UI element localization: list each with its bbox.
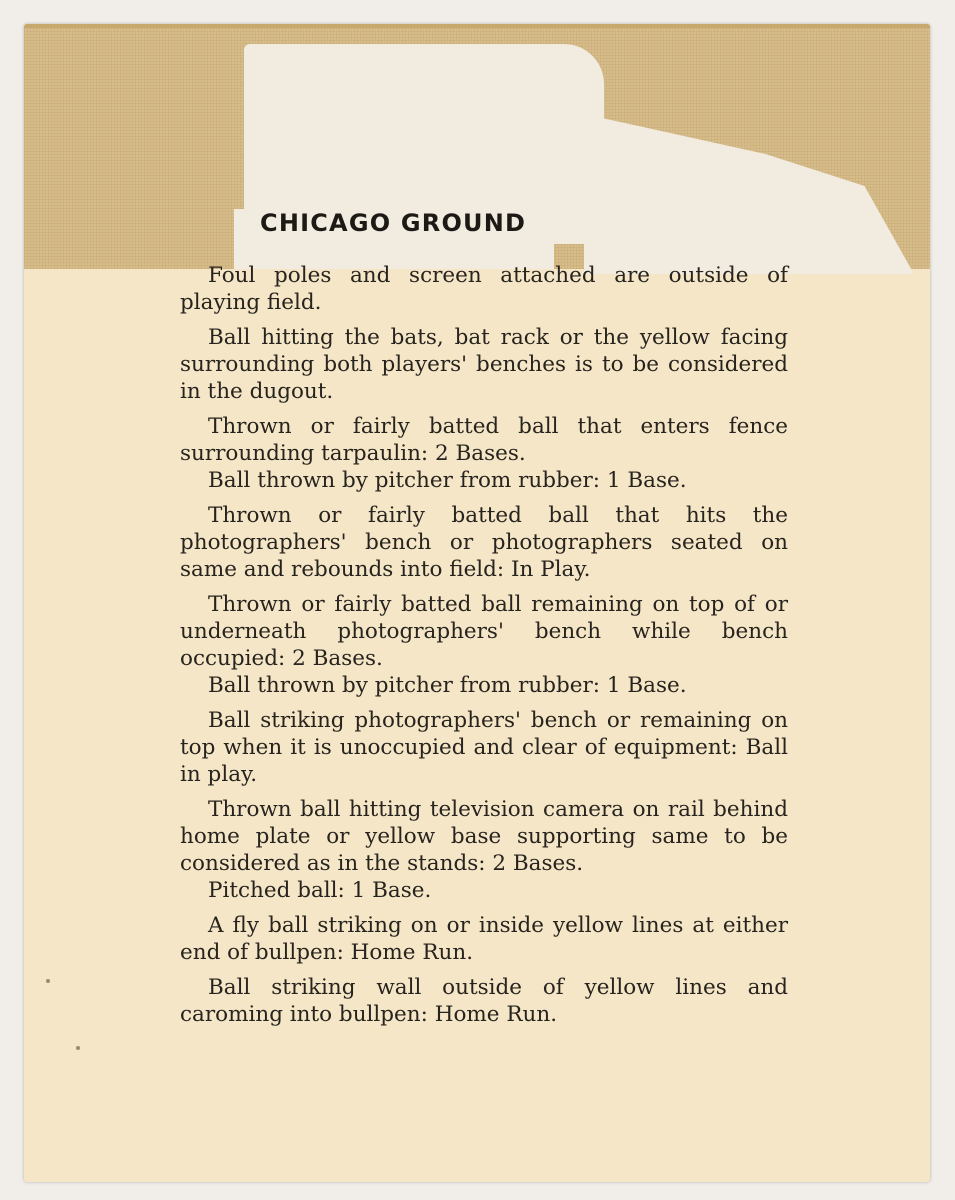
rule-paragraph: Thrown ball hitting television camera on rail behind home plate or yellow base supporting same to be considered as in the stands: 2 Bases. xyxy=(180,797,788,876)
rule-paragraph: A fly ball striking on or inside yellow lines at either end of bullpen: Home Run. xyxy=(180,913,788,965)
rule-paragraph: Thrown or fairly batted ball that hits the photographers' bench or photographers seated on same and rebounds into field: In Play. xyxy=(180,503,788,582)
paper-spot xyxy=(46,979,50,983)
paper-spot xyxy=(76,1046,80,1050)
rule-paragraph: Ball striking photographers' bench or remaining on top when it is unoccupied and clear of equipment: Ball in play. xyxy=(180,708,788,787)
rule-paragraph: Thrown or fairly batted ball remaining on top of or underneath photographers' bench while bench occupied: 2 Bases. xyxy=(180,592,788,671)
rule-paragraph: Ball hitting the bats, bat rack or the yellow facing surrounding both players' benches is to be considered in the dugout. xyxy=(180,325,788,404)
rule-paragraph: Foul poles and screen attached are outside of playing field. xyxy=(180,263,788,315)
rule-paragraph: Ball thrown by pitcher from rubber: 1 Base. xyxy=(208,468,687,493)
rule-paragraph: Thrown or fairly batted ball that enters fence surrounding tarpaulin: 2 Bases. xyxy=(180,414,788,466)
rule-paragraph: Pitched ball: 1 Base. xyxy=(208,878,432,903)
page-title: CHICAGO GROUND xyxy=(260,209,527,237)
ground-rules-text xyxy=(180,262,788,1036)
rule-paragraph: Ball thrown by pitcher from rubber: 1 Base. xyxy=(208,673,687,698)
document-page xyxy=(24,24,930,1182)
tape-edge xyxy=(24,24,930,28)
rule-paragraph: Ball striking wall outside of yellow lines and caroming into bullpen: Home Run. xyxy=(180,975,788,1027)
torn-tape-area xyxy=(584,114,914,274)
